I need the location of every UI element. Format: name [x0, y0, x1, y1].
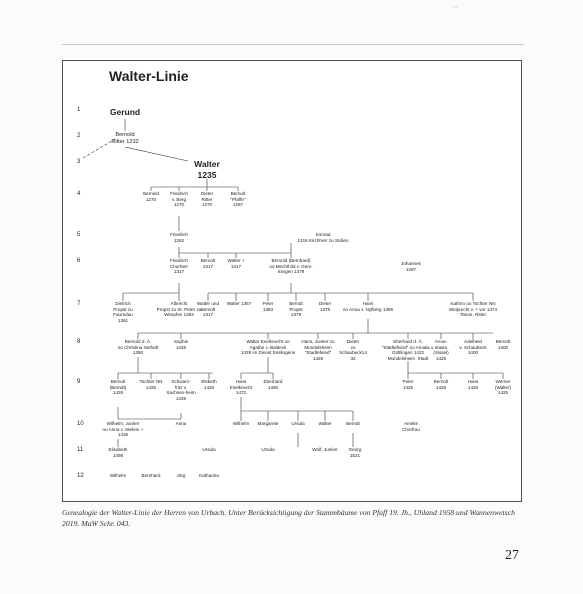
person-node: Bernolt 1425 — [433, 379, 449, 390]
person-node: Ursula — [291, 421, 305, 426]
person-node: Konrad 1315 Kirchherr zu Süßen — [297, 232, 349, 243]
person-node: Eberhard d. Ä. "Städtefeind" oo Amalia v. Gültlingen 1422 Mundelsheim Stadt — [381, 339, 435, 362]
generation-label: 3 — [77, 159, 81, 165]
generation-label: 10 — [77, 421, 84, 427]
person-node: Bernolt 1400 — [495, 339, 511, 350]
generation-label: 8 — [77, 339, 81, 345]
person-node: Peter 1425 — [402, 379, 414, 390]
person-node: Bernold 1270 — [143, 191, 159, 202]
person-node: Bernold d. Ä. oo Christina Nothaft 1390 — [117, 339, 159, 356]
person-gerund: Gerund — [109, 107, 141, 117]
generation-label: 2 — [77, 133, 81, 139]
person-node: Dietrich Propst zu Faurndau 1361 — [113, 301, 133, 324]
person-node: Friedrich Chorherr 1317 — [169, 258, 189, 275]
person-node: Wilhelm — [109, 473, 127, 478]
person-node: Walter 1367 — [226, 301, 252, 306]
person-node: Bernhard — [141, 473, 161, 478]
person-node: Amelie Chorfrau — [402, 421, 420, 432]
person-node: Hans oo Anna v. Nyfberg 1396 — [342, 301, 394, 312]
person-node: Elsbeth 1425 — [201, 379, 217, 390]
person-node: Jörg — [176, 473, 186, 478]
person-node: Anna — [175, 421, 187, 426]
person-node: Johannes 1297 — [401, 261, 421, 272]
person-node: Bernolt "Pfaffe" 1287 — [230, 191, 246, 208]
person-node: Katharina — [199, 473, 219, 478]
generation-label: 6 — [77, 258, 81, 264]
person-node: Berndt — [346, 421, 360, 426]
person-node: Georg 1521 — [348, 447, 362, 458]
person-node: Eberhard 1460 — [263, 379, 283, 390]
person-node: Hans Eselknecht 1472 — [229, 379, 253, 396]
person-node: Wolf, Junker — [312, 447, 338, 452]
person-node: Margarete — [257, 421, 279, 426]
tree-title: Walter-Linie — [109, 68, 189, 84]
person-node: Peter 1383 — [262, 301, 274, 312]
person-node: Dieter Ritter 1270 — [200, 191, 214, 208]
person-node: Adelheid v. Schaubeck 1400 — [459, 339, 487, 356]
person-node: Hans 1425 — [467, 379, 479, 390]
person-walter: Walter 1235 — [194, 159, 220, 180]
person-node: Ursula — [202, 447, 216, 452]
person-node: Dieter zu Schaubeck14 32 — [339, 339, 367, 362]
person-node: Wilhelm — [232, 421, 250, 426]
person-node: Sophie 1425 — [173, 339, 189, 350]
person-node: Schwarz- fritz v. Sachsen-heim 1425 — [166, 379, 196, 402]
person-node: Walter Eselknecht oo Agathe v. Baldeck 1438 im Dienst Esslingens — [240, 339, 296, 356]
person-node: Albrecht Propst zu St. Peter zu Wimpfen 1384 — [156, 301, 202, 318]
person-node: Werner (Walter) 1425 — [494, 379, 512, 396]
person-node: Dieter 1379 — [318, 301, 332, 312]
person-node: Tochter NN 1425 — [139, 379, 163, 390]
person-node: Bernolt 1317 — [200, 258, 216, 269]
person-node: Bernolt (Berndt) 1426 — [109, 379, 127, 396]
page-number: 27 — [505, 548, 519, 563]
figure-caption: Genealogie der Walter-Linie der Herren von Urbach. Unter Berücksichtigung der Stammbäume von Pfaff 19. Jh., Uhland 1958 und Wannenwetsch 2019. MaW Schr. 043. — [62, 508, 515, 528]
person-node: Friedrich v. Berg 1270 — [170, 191, 188, 208]
generation-label: 11 — [77, 447, 84, 453]
person-node: Walter + 1317 — [227, 258, 245, 269]
generation-label: 12 — [77, 473, 84, 479]
generation-label: 5 — [77, 232, 81, 238]
generation-label: 7 — [77, 301, 81, 307]
person-node: Anna- stasia (Sissel) 1425 — [433, 339, 449, 362]
person-node: Wilhelm, Junker oo Anna v. Nielem + 1436 — [102, 421, 144, 438]
generation-label: 1 — [77, 107, 81, 113]
person-node: Berndt Propst 1379 — [289, 301, 303, 318]
family-tree-figure — [62, 60, 522, 502]
generation-label: 4 — [77, 191, 81, 197]
person-node: Friedrich 1282 — [170, 232, 188, 243]
person-node: Ursula — [261, 447, 275, 452]
generation-label: 9 — [77, 379, 81, 385]
person-node: Bernold (Bernhard) oo Mechthild v. Gem- mingen 1379 — [269, 258, 313, 275]
person-bernold: Bernold Ritter 1232 — [111, 132, 139, 145]
person-node: Walter und Bernolt 1317 — [196, 301, 220, 318]
scan-mark: ⁻⸍ — [452, 6, 459, 12]
person-node: Elisabeth 1498 — [108, 447, 128, 458]
person-node: Hans, Junker zu Mundelsheim "Stadtefeind" 1428 — [301, 339, 335, 362]
header-rule — [62, 44, 524, 45]
person-node: Walter — [318, 421, 332, 426]
person-node: Kathrin oo Tochter NN Weiprecht v. + vor 1374 Tanne, Ritter — [448, 301, 498, 318]
